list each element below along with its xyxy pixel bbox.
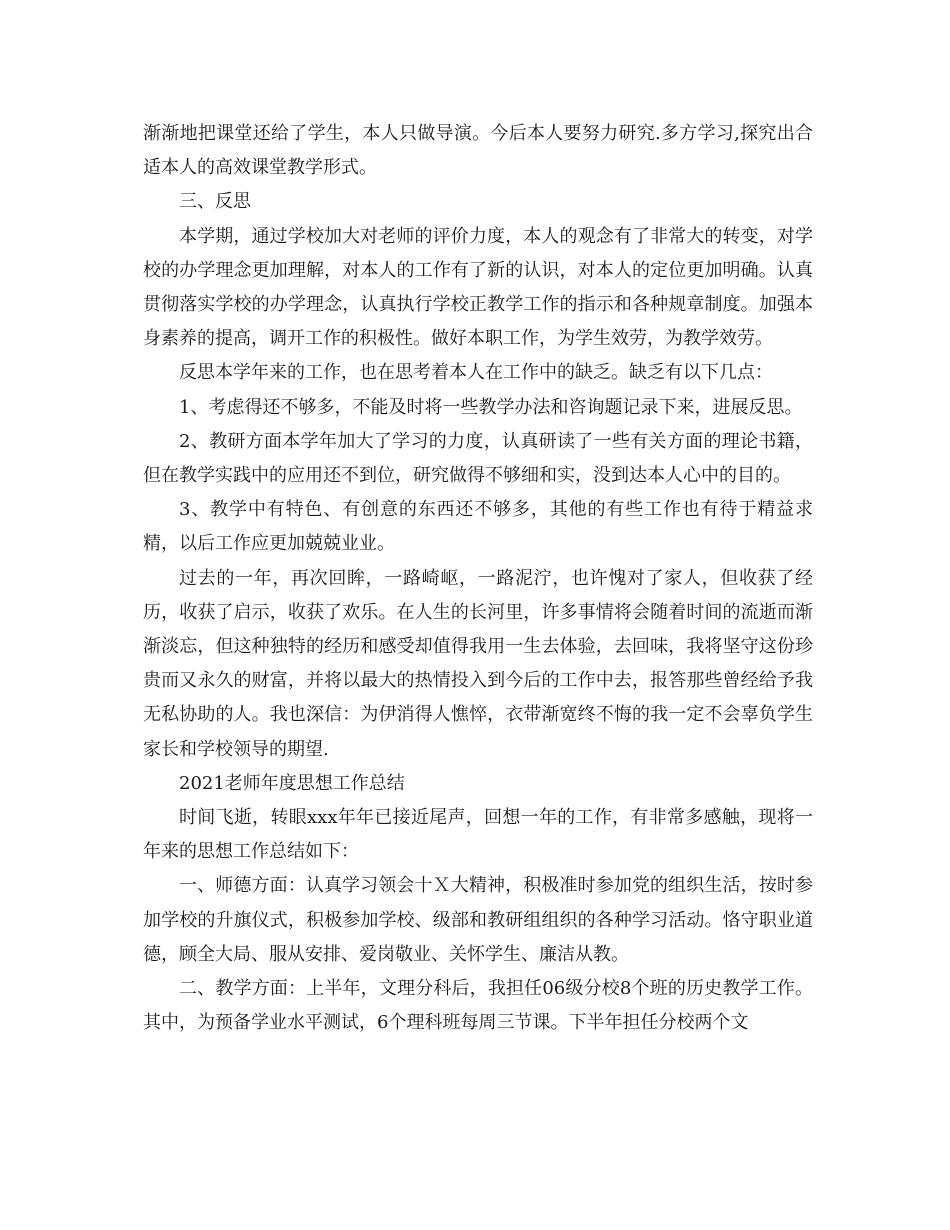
paragraph: 时间飞逝，转眼xxx年年已接近尾声，回想一年的工作，有非常多感触，现将一年来的思想工作总结如下： (143, 807, 813, 863)
list-item: 2、教研方面本学年加大了学习的力度，认真研读了一些有关方面的理论书籍，但在教学实践中的应用还不到位，研究做得不够细和实，没到达本人心中的目的。 (143, 430, 813, 487)
paragraph: 一、师德方面：认真学习领会十Ｘ大精神，积极准时参加党的组织生活，按时参加学校的升旗仪式，积极参加学校、级部和教研组组织的各种学习活动。恪守职业道德，顾全大局、服从安排、爱岗敬业、关怀学生、廉洁从教。 (143, 875, 813, 965)
paragraph: 反思本学年来的工作，也在思考着本人在工作中的缺乏。缺乏有以下几点： (179, 362, 773, 384)
paragraph: 二、教学方面：上半年，文理分科后，我担任06级分校8个班的历史教学工作。其中，为预备学业水平测试，6个理科班每周三节课。下半年担任分校两个文 (143, 978, 813, 1034)
list-item: 3、教学中有特色、有创意的东西还不够多，其他的有些工作也有待于精益求精，以后工作应更加兢兢业业。 (143, 499, 813, 555)
section-heading-reflection: 三、反思 (179, 191, 251, 213)
document-body (143, 117, 813, 1040)
list-item: 1、考虑得还不够多，不能及时将一些教学办法和咨询题记录下来，进展反思。 (179, 396, 803, 418)
document-subtitle: 2021老师年度思想工作总结 (179, 772, 405, 794)
paragraph: 本学期，通过学校加大对老师的评价力度，本人的观念有了非常大的转变，对学校的办学理念更加理解，对本人的工作有了新的认识，对本人的定位更加明确。认真贯彻落实学校的办学理念，认真执行学校正教学工作的指示和各种规章制度。加强本身素养的提高，调开工作的积极性。做好本职工作，为学生效劳，为教学效劳。 (143, 225, 813, 350)
paragraph: 渐渐地把课堂还给了学生，本人只做导演。今后本人要努力研究.多方学习,探究出合适本人的高效课堂教学形式。 (143, 123, 813, 179)
paragraph: 过去的一年，再次回眸，一路崎岖，一路泥泞，也许愧对了家人，但收获了经历，收获了启示，收获了欢乐。在人生的长河里，许多事情将会随着时间的流逝而渐渐淡忘，但这种独特的经历和感受却值得我用一生去体验，去回味，我将坚守这份珍贵而又永久的财富，并将以最大的热情投入到今后的工作中去，报答那些曾经给予我无私协助的人。我也深信：为伊消得人憔悴，衣带渐宽终不悔的我一定不会辜负学生家长和学校领导的期望. (143, 567, 813, 760)
